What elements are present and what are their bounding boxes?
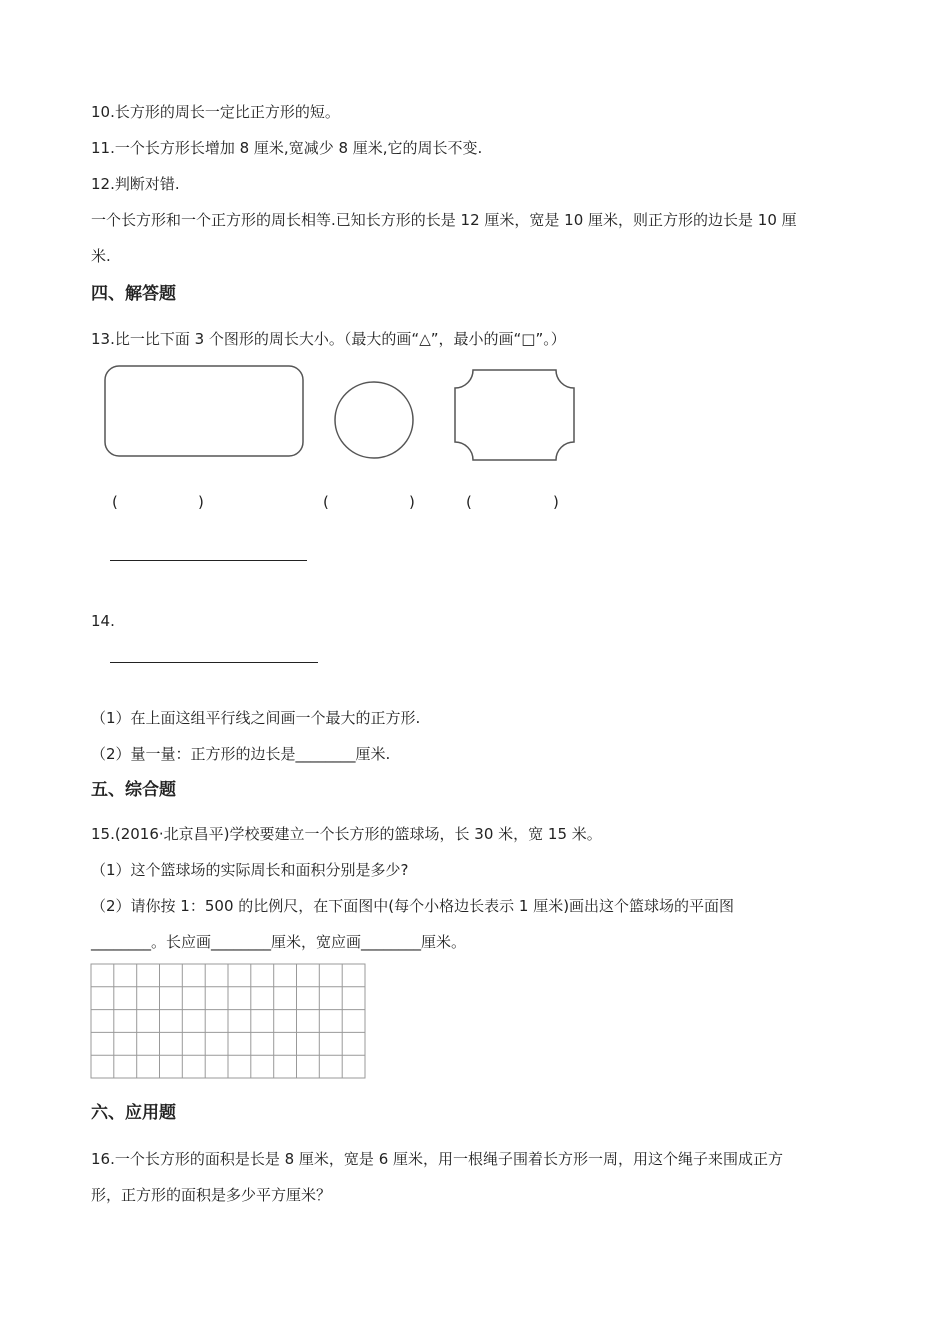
answer-paren-close-2: ) [409, 493, 415, 511]
question-14-part1: （1）在上面这组平行线之间画一个最大的正方形. [91, 709, 421, 727]
question-14: 14. [91, 612, 115, 630]
question-15-part2-line1: （2）请你按 1：500 的比例尺，在下面图中(每个小格边长表示 1 厘米)画出这个篮球场的平面图 [91, 897, 735, 915]
answer-line-13 [110, 560, 307, 561]
question-11: 11.一个长方形长增加 8 厘米,宽减少 8 厘米,它的周长不变. [91, 139, 483, 157]
parallel-line [110, 662, 318, 663]
question-16-line2: 形，正方形的面积是多少平方厘米？ [91, 1186, 332, 1204]
circle-shape [335, 382, 413, 458]
question-12-title: 12.判断对错. [91, 175, 180, 193]
answer-paren-open-3: ( [466, 493, 472, 511]
notched-square-shape [455, 370, 574, 460]
question-15-part1: （1）这个篮球场的实际周长和面积分别是多少? [91, 861, 409, 879]
answer-paren-close-1: ) [198, 493, 204, 511]
question-13: 13.比一比下面 3 个图形的周长大小。（最大的画“△”，最小的画“□”。） [91, 330, 566, 348]
answer-paren-open-2: ( [323, 493, 329, 511]
question-14-part2: （2）量一量：正方形的边长是________厘米. [91, 745, 391, 763]
answer-paren-close-3: ) [553, 493, 559, 511]
question-10: 10.长方形的周长一定比正方形的短。 [91, 103, 340, 121]
section-heading-6: 六、应用题 [91, 1103, 176, 1123]
section-heading-4: 四、解答题 [91, 284, 176, 304]
question-15-part2-line2: ________。长应画________厘米，宽应画________厘米。 [91, 933, 467, 951]
question-12-text-line1: 一个长方形和一个正方形的周长相等.已知长方形的长是 12 厘米，宽是 10 厘米，则正方形的边长是 10 厘 [91, 211, 797, 229]
question-12-text-line2: 米. [91, 247, 111, 265]
question-16-line1: 16.一个长方形的面积是长是 8 厘米，宽是 6 厘米，用一根绳子围着长方形一周，用这个绳子来围成正方 [91, 1150, 784, 1168]
rounded-rectangle-shape [105, 366, 303, 456]
section-heading-5: 五、综合题 [91, 780, 176, 800]
answer-paren-open-1: ( [112, 493, 118, 511]
question-15: 15.(2016·北京昌平)学校要建立一个长方形的篮球场，长 30 米，宽 15 米。 [91, 825, 602, 843]
grid-paper [91, 964, 365, 1078]
